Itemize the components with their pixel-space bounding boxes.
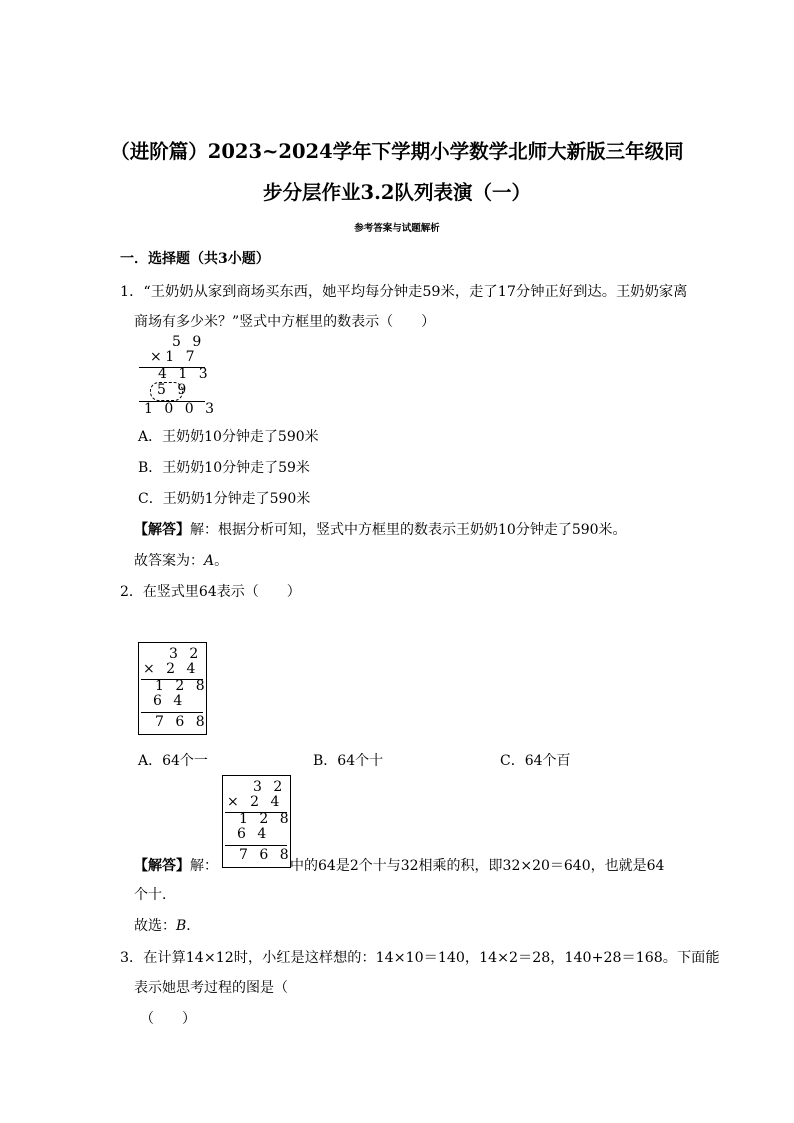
q1-text-line1: 1．“王奶奶从家到商场买东西，她平均每分钟走59米，走了17分钟正好到达。王奶奶家离 — [120, 284, 688, 300]
q2-option-a: A．64个一 — [138, 753, 208, 769]
q2-calc-row2: × 2 4 — [143, 661, 199, 677]
q2-answer-calc-rule2 — [225, 845, 287, 846]
q2-calc-row4: 6 4 — [153, 693, 186, 709]
q1-answer-tag: 【解答】 — [134, 522, 190, 538]
q2-calc-row1: 3 2 — [169, 646, 202, 662]
q2-answer-text: 中的64是2个十与32相乘的积，即32×20＝640，也就是64 — [290, 858, 665, 874]
q2-answer-calc-box — [222, 775, 291, 868]
q3-text-line1: 3．在计算14×12时，小红是这样想的：14×10＝140，14×2＝28，140+28＝168。下面能 — [120, 950, 720, 966]
q1-conclusion-letter: A — [204, 553, 215, 569]
q2-answer-calc-row2: × 2 4 — [227, 794, 283, 810]
q2-calc-row3: 1 2 8 — [155, 678, 209, 694]
q2-option-c: C．64个百 — [500, 753, 571, 769]
q3-text-line2: 表示她思考过程的图是（ — [134, 980, 288, 996]
q1-calc-row1: 5 9 — [172, 334, 205, 350]
q1-option-c: C．王奶奶1分钟走了590米 — [138, 491, 311, 507]
q2-answer-text2: 个十． — [134, 887, 176, 903]
q2-conclusion-letter: B — [176, 918, 187, 934]
q1-conclusion-end: 。 — [214, 553, 229, 569]
q2-answer-prefix: 解： — [190, 858, 218, 874]
q2-answer-calc-row3: 1 2 8 — [239, 811, 293, 827]
q3-text-line3: （ ） — [140, 1011, 196, 1027]
q2-answer-lead — [134, 855, 218, 875]
document-title-line2: 步分层作业3.2队列表演（一） — [263, 181, 531, 204]
q2-conclusion — [134, 915, 200, 935]
q2-conclusion-end: ． — [186, 918, 201, 934]
q2-option-b: B．64个十 — [313, 753, 384, 769]
q1-calc-row2: ×1 7 — [150, 349, 198, 365]
q2-calc-box — [138, 642, 207, 735]
document-title-line1: （进阶篇）2023~2024学年下学期小学数学北师大新版三年级同 — [110, 140, 684, 163]
q1-answer — [134, 519, 627, 539]
q2-text-line1: 2．在竖式里64表示（ ） — [120, 584, 301, 600]
q1-text-line2: 商场有多少米？”竖式中方框里的数表示（ ） — [134, 314, 436, 330]
q2-calc-row5: 7 6 8 — [155, 714, 209, 730]
q1-conclusion — [134, 550, 228, 570]
q1-conclusion-label: 故答案为： — [134, 553, 204, 569]
q2-conclusion-label: 故选： — [134, 918, 176, 934]
q1-calc-row4: 5 9 — [157, 382, 190, 398]
q2-answer-calc-row5: 7 6 8 — [239, 847, 293, 863]
q2-answer-tag: 【解答】 — [134, 858, 190, 874]
q2-answer-calc-row1: 3 2 — [253, 779, 286, 795]
q2-answer-calc-row4: 6 4 — [237, 826, 270, 842]
q2-calc-rule2 — [141, 712, 203, 713]
document-subtitle: 参考答案与试题解析 — [354, 223, 440, 234]
q1-option-a: A．王奶奶10分钟走了590米 — [138, 429, 319, 445]
q1-option-b: B．王奶奶10分钟走了59米 — [138, 460, 310, 476]
q1-calc-row3: 4 1 3 — [158, 366, 212, 382]
section-heading: 一．选择题（共3小题） — [120, 251, 270, 267]
q1-answer-text: 解：根据分析可知，竖式中方框里的数表示王奶奶10分钟走了590米。 — [190, 522, 627, 538]
q1-calc-row5: 1 0 0 3 — [144, 401, 218, 417]
